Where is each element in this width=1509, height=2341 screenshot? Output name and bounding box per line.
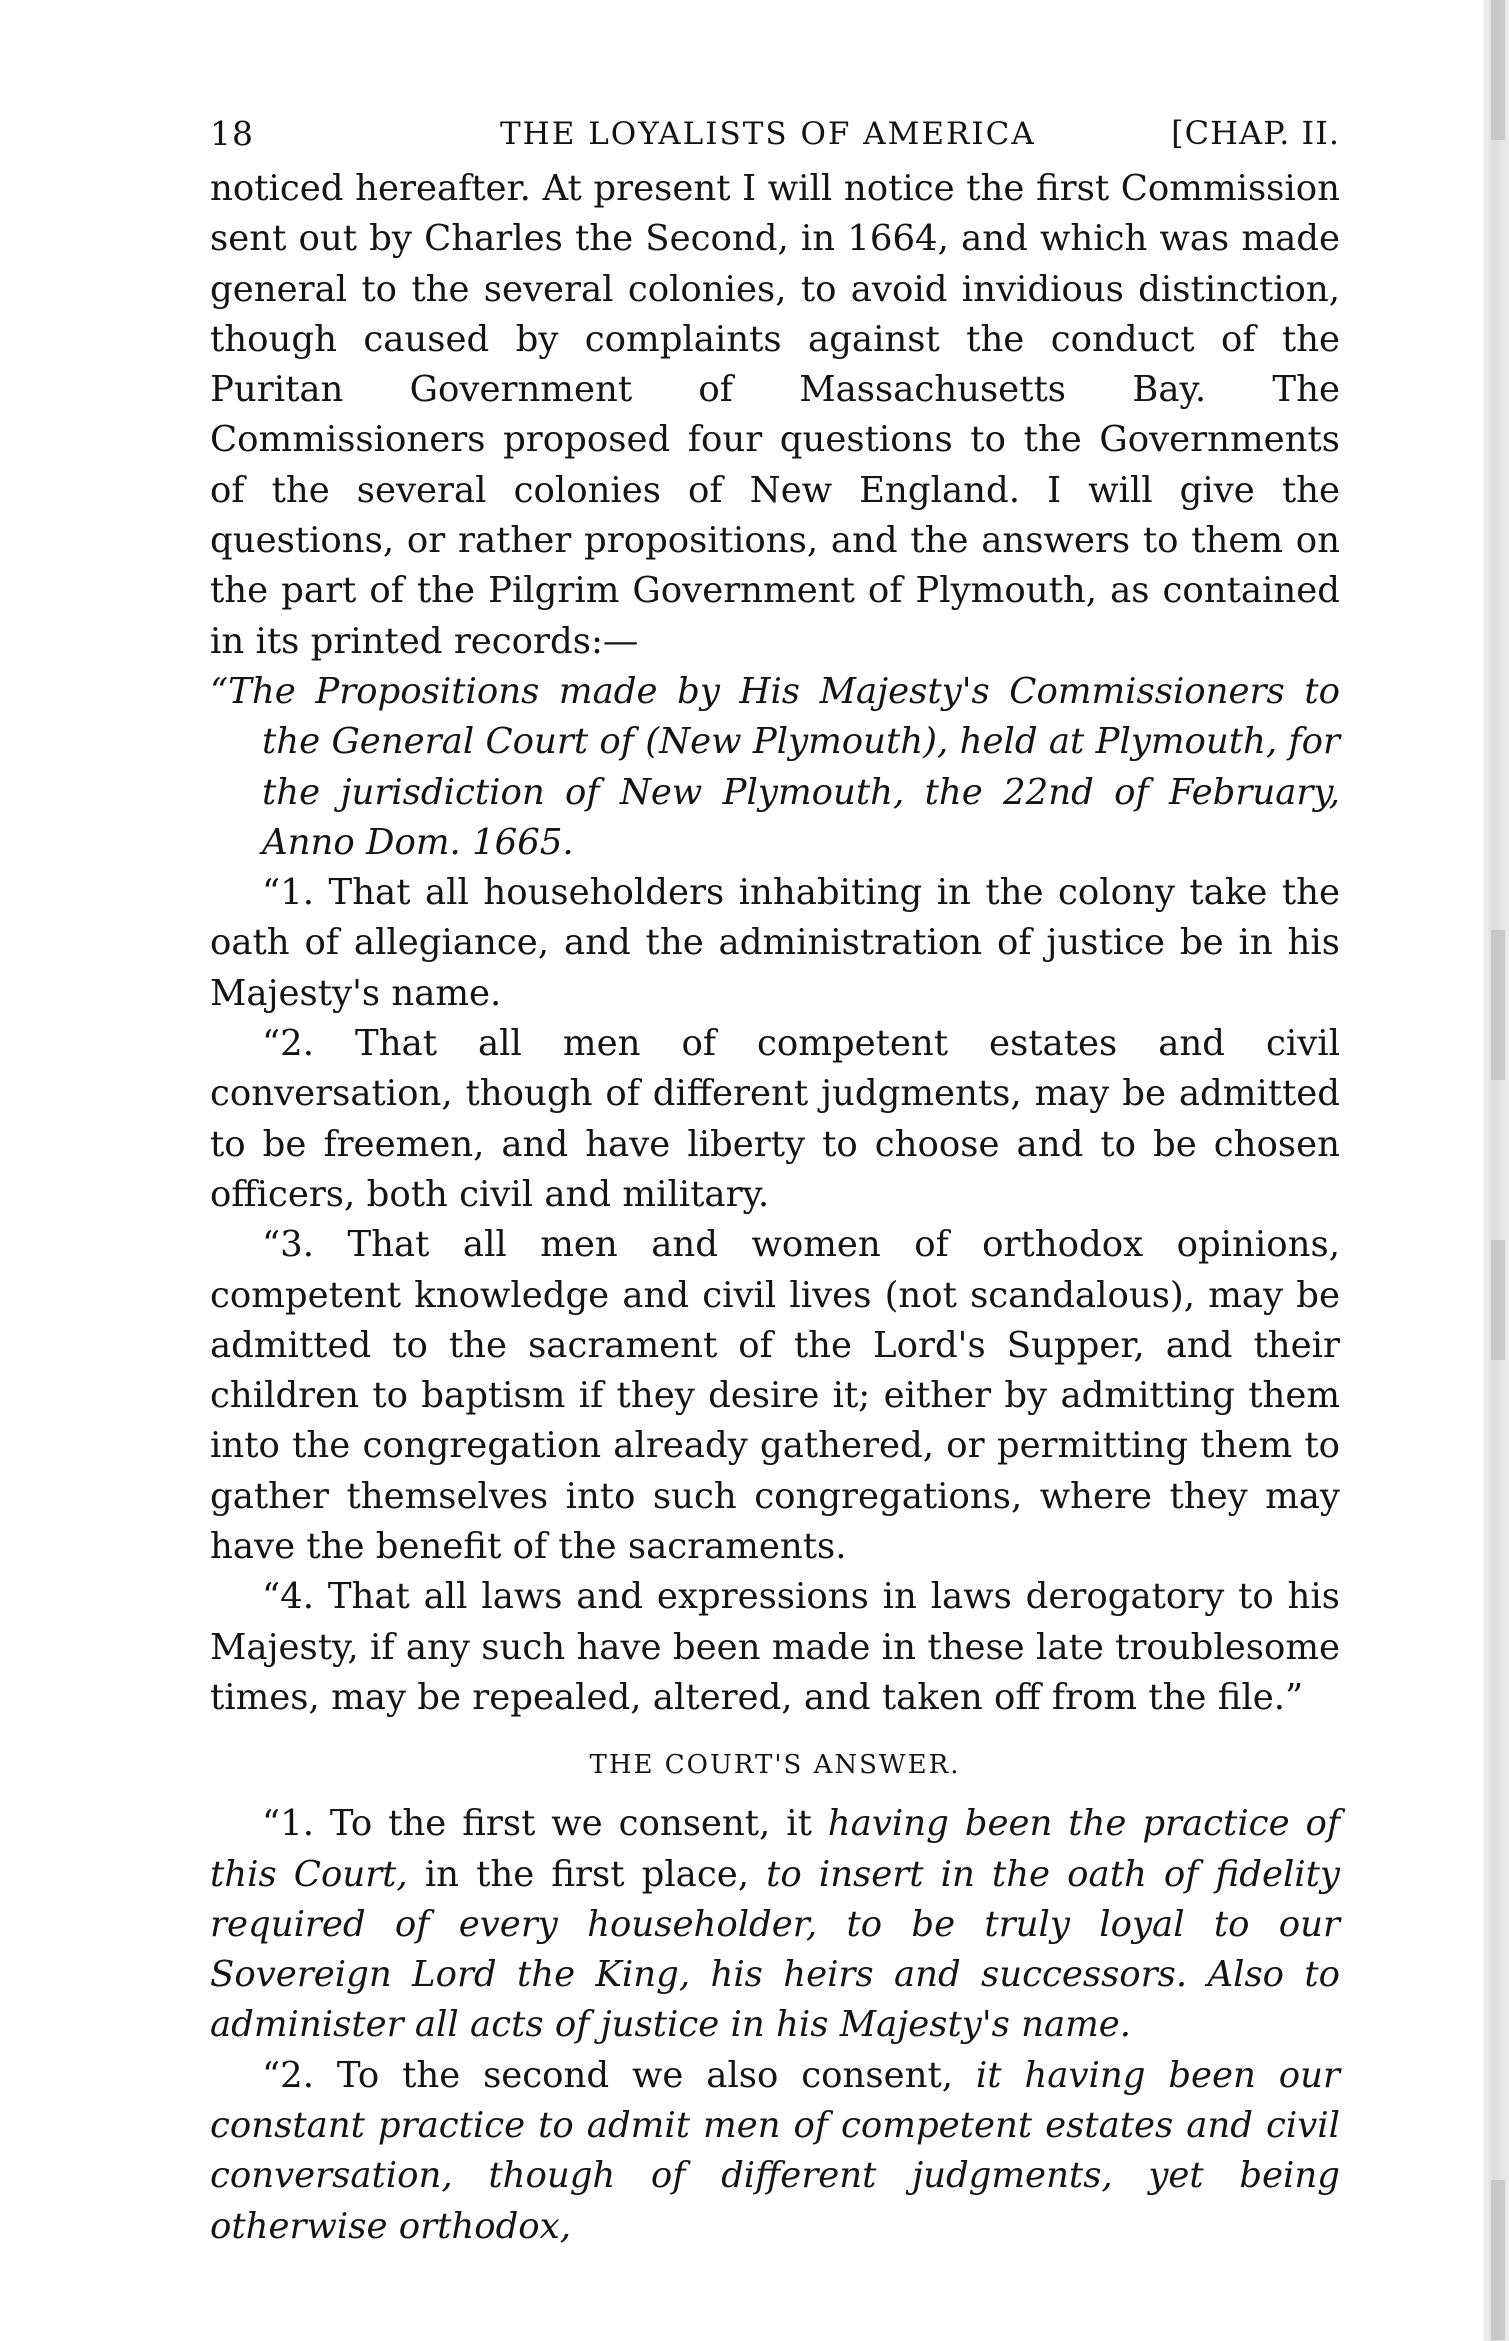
body-text <box>210 164 1340 2252</box>
answer-2-part-b: it having been our constant practice to admit men of competent estates and civil conversation, though of different judgments, yet being otherwise orthodox, <box>210 2054 1341 2247</box>
answer-1 <box>210 1799 1340 2050</box>
proposition-3: “3. That all men and women of orthodox opinions, competent knowledge and civil lives (not scandalous), may be admitted to the sacrament of the Lord's Supper, and their children to baptism if they desire it; either by admitting them into the congregation already gathered, or permitting them to gather themselves into such congregations, where they may have the benefit of the sacraments. <box>210 1224 1340 1568</box>
answer-1-part-c: in the first place, <box>407 1853 767 1895</box>
chapter-reference: [CHAP. II. <box>1171 114 1340 152</box>
page-number: 18 <box>210 114 254 153</box>
running-head <box>210 104 1340 164</box>
answer-2 <box>210 2051 1340 2252</box>
answers-heading: THE COURT'S ANSWER. <box>589 1750 961 1781</box>
answer-1-part-b: having been the practice of this Court, <box>210 1803 1341 1895</box>
proposition-2: “2. That all men of competent estates and civil conversation, though of different judgments, may be admitted to be freemen, and have liberty to choose and to be chosen officers, both civil and military. <box>210 1023 1340 1215</box>
proposition-4: “4. That all laws and expressions in laws derogatory to his Majesty, if any such have been made in these late troublesome times, may be repealed, altered, and taken off from the file.” <box>210 1576 1340 1718</box>
edge-shadow-mark <box>1491 1240 1505 1360</box>
propositions-title: “The Propositions made by His Majesty's Commissioners to the General Court of (New Plymouth), held at Plymouth, for the jurisdiction of New Plymouth, the 22nd of February, Anno Dom. 1665. <box>210 670 1340 863</box>
intro-paragraph: noticed hereafter. At present I will notice the first Commission sent out by Charles the Second, in 1664, and which was made general to the several colonies, to avoid invidious distinction, though caused by complaints against the conduct of the Puritan Government of Massachusetts Bay. The Commissioners proposed four questions to the Governments of the several colonies of New England. I will give the questions, or rather propositions, and the answers to them on the part of the Pilgrim Government of Plymouth, as contained in its printed records:— <box>210 168 1340 662</box>
edge-shadow-mark <box>1491 2180 1505 2340</box>
book-title: THE LOYALISTS OF AMERICA <box>500 116 1036 152</box>
answer-1-part-d: to insert in the oath of fidelity required of every householder, to be truly loyal to our Sovereign Lord the King, his heirs and successors. Also to administer all acts of justice in his Majesty's name. <box>210 1853 1340 2046</box>
edge-shadow-mark <box>1491 0 1505 140</box>
book-page <box>210 104 1340 2252</box>
scan-page-edge <box>1483 0 1509 2341</box>
answer-2-part-a: “2. To the second we also consent, <box>262 2054 976 2096</box>
proposition-1: “1. That all householders inhabiting in the colony take the oath of allegiance, and the administration of justice be in his Majesty's name. <box>210 872 1340 1014</box>
answer-1-part-a: “1. To the first we consent, it <box>262 1803 828 1845</box>
edge-shadow-mark <box>1491 930 1505 1080</box>
